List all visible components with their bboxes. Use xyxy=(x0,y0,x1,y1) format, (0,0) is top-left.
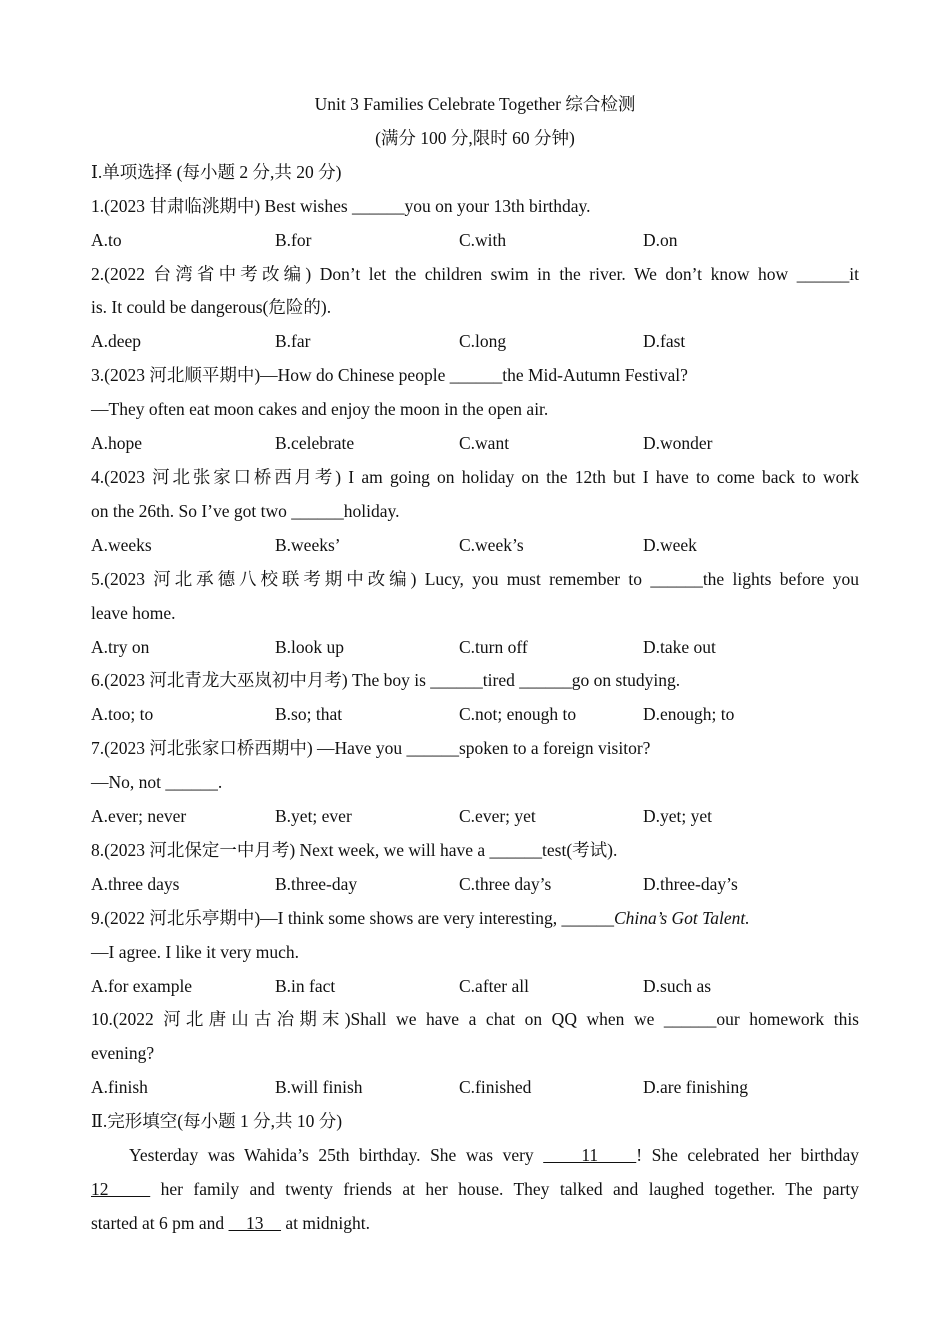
option-b: B.weeks’ xyxy=(275,534,341,555)
option-c: C.finished xyxy=(459,1077,532,1098)
option-b: B.three-day xyxy=(275,873,358,894)
question-8-options xyxy=(91,868,859,902)
question-6-options xyxy=(91,698,859,732)
option-a: A.hope xyxy=(91,433,143,454)
question-5-options xyxy=(91,631,859,665)
question-2-line2: is. It could be dangerous(危险的). xyxy=(91,297,332,318)
option-c: C.want xyxy=(459,433,510,454)
option-a: A.weeks xyxy=(91,534,152,555)
option-b: B.celebrate xyxy=(275,433,355,454)
blank-13: 13 xyxy=(228,1212,282,1233)
option-c: C.turn off xyxy=(459,636,528,657)
page-title: Unit 3 Families Celebrate Together 综合检测 xyxy=(314,94,636,114)
question-1: 1.(2023 甘肃临洮期中) Best wishes ______you on your 13th birthday. xyxy=(91,195,591,216)
question-3-line1: 3.(2023 河北顺平期中)—How do Chinese people ______the Mid-Autumn Festival? xyxy=(91,365,688,386)
question-7-line2: —No, not ______. xyxy=(91,772,223,793)
question-5-line2: leave home. xyxy=(91,602,176,623)
option-b: B.so; that xyxy=(275,704,343,725)
question-8: 8.(2023 河北保定一中月考) Next week, we will have a ______test(考试). xyxy=(91,839,618,860)
option-a: A.too; to xyxy=(91,704,154,725)
option-d: D.yet; yet xyxy=(643,806,713,827)
question-2-line1: 2.(2022 台湾省中考改编) Don’t let the children swim in the river. We don’t know how ______it xyxy=(91,263,859,284)
option-d: D.are finishing xyxy=(643,1077,748,1098)
option-c: C.week’s xyxy=(459,534,524,555)
option-a: A.ever; never xyxy=(91,806,187,827)
blank-11: 11 xyxy=(543,1145,637,1166)
option-d: D.take out xyxy=(643,636,716,657)
option-d: D.enough; to xyxy=(643,704,735,725)
option-c: C.three day’s xyxy=(459,873,552,894)
option-d: D.three-day’s xyxy=(643,873,738,894)
question-2-options xyxy=(91,325,859,359)
question-6: 6.(2023 河北青龙大巫岚初中月考) The boy is ______tired ______go on studying. xyxy=(91,670,681,691)
cloze-line-3: started at 6 pm and 13 at midnight. xyxy=(91,1212,370,1233)
section2-heading: Ⅱ.完形填空(每小题 1 分,共 10 分) xyxy=(91,1111,343,1132)
option-a: A.for example xyxy=(91,975,193,996)
option-b: B.yet; ever xyxy=(275,806,352,827)
option-b: B.far xyxy=(275,331,311,352)
option-b: B.look up xyxy=(275,636,345,657)
question-9-line1 xyxy=(91,902,859,936)
section1-heading: Ⅰ.单项选择 (每小题 2 分,共 20 分) xyxy=(91,161,342,182)
cloze-line-1: Yesterday was Wahida’s 25th birthday. She was very 11 ! She celebrated her birthday xyxy=(129,1145,859,1166)
option-c: C.long xyxy=(459,331,507,352)
option-a: A.finish xyxy=(91,1077,148,1098)
question-9-options xyxy=(91,970,859,1004)
option-c: C.after all xyxy=(459,975,529,996)
question-9-line2: —I agree. I like it very much. xyxy=(91,941,299,962)
option-d: D.fast xyxy=(643,331,686,352)
question-9-text: 9.(2022 河北乐亭期中)—I think some shows are very interesting, ______ xyxy=(91,907,614,928)
option-b: B.in fact xyxy=(275,975,336,996)
cloze-line-2: 12 her family and twenty friends at her house. They talked and laughed together. The party xyxy=(91,1179,860,1199)
option-d: D.such as xyxy=(643,975,712,996)
blank-12: 12 xyxy=(91,1179,151,1199)
question-4-line1: 4.(2023 河北张家口桥西月考) I am going on holiday on the 12th but I have to come back to work xyxy=(91,466,859,487)
question-4-line2: on the 26th. So I’ve got two ______holiday. xyxy=(91,500,400,521)
question-10-options xyxy=(91,1071,859,1105)
option-d: D.on xyxy=(643,229,678,250)
option-c: C.with xyxy=(459,229,507,250)
option-c: C.not; enough to xyxy=(459,704,577,725)
option-a: A.try on xyxy=(91,636,150,657)
option-d: D.week xyxy=(643,534,697,555)
option-b: B.for xyxy=(275,229,312,250)
show-title: China’s Got Talent. xyxy=(613,907,750,928)
option-a: A.three days xyxy=(91,873,180,894)
question-3-line2: —They often eat moon cakes and enjoy the moon in the open air. xyxy=(91,399,549,420)
option-a: A.deep xyxy=(91,331,142,352)
option-a: A.to xyxy=(91,229,122,250)
question-7-line1: 7.(2023 河北张家口桥西期中) —Have you ______spoken to a foreign visitor? xyxy=(91,738,651,759)
question-1-options xyxy=(91,224,859,258)
question-3-options xyxy=(91,427,859,461)
question-4-options xyxy=(91,529,859,563)
option-b: B.will finish xyxy=(275,1077,363,1098)
exam-page xyxy=(91,88,859,1241)
question-10-line1: 10.(2022 河北唐山古冶期末)Shall we have a chat on QQ when we ______our homework this xyxy=(91,1009,859,1030)
question-5-line1: 5.(2023 河北承德八校联考期中改编) Lucy, you must remember to ______the lights before you xyxy=(91,568,859,589)
option-d: D.wonder xyxy=(643,433,713,454)
page-subtitle: (满分 100 分,限时 60 分钟) xyxy=(375,127,575,148)
question-10-line2: evening? xyxy=(91,1043,155,1064)
question-7-options xyxy=(91,800,859,834)
option-c: C.ever; yet xyxy=(459,806,536,827)
